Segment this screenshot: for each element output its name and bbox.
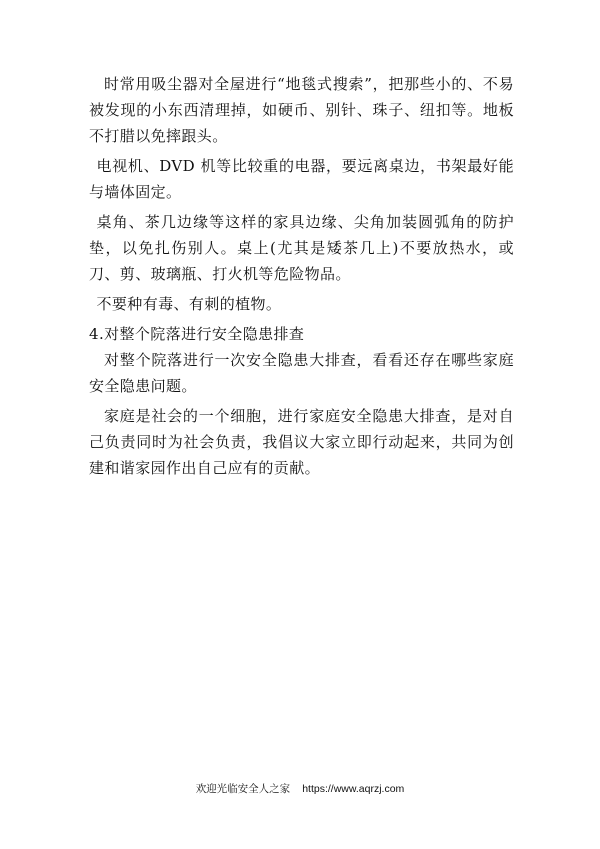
paragraph-heavy-appliances: 电视机、DVD 机等比较重的电器，要远离桌边，书架最好能与墙体固定。	[89, 157, 514, 201]
page-footer	[0, 781, 600, 796]
document-body	[89, 71, 514, 481]
paragraph-vacuum-cleaning: 时常用吸尘器对全屋进行“地毯式搜索”，把那些小的、不易被发现的小东西清理掉，如硬币、别针、珠子、纽扣等。地板不打腊以免摔跟头。	[89, 75, 514, 145]
paragraph-conclusion: 家庭是社会的一个细胞，进行家庭安全隐患大排查，是对自己负责同时为社会负责，我倡议大家立即行动起来，共同为创建和谐家园作出自己应有的贡献。	[89, 407, 514, 477]
paragraph-furniture-edges: 桌角、茶几边缘等这样的家具边缘、尖角加装圆弧角的防护垫，以免扎伤别人。桌上(尤其是矮茶几上)不要放热水，或刀、剪、玻璃瓶、打火机等危险物品。	[89, 213, 514, 283]
paragraph-courtyard-check: 对整个院落进行一次安全隐患大排查，看看还存在哪些家庭安全隐患问题。	[89, 351, 514, 395]
section-heading: 4.对整个院落进行安全隐患排查	[89, 325, 305, 343]
paragraph-plants: 不要种有毒、有刺的植物。	[96, 295, 282, 313]
footer-url: https://www.aqrzj.com	[302, 783, 405, 795]
footer-text: 欢迎光临安全人之家	[195, 783, 291, 795]
